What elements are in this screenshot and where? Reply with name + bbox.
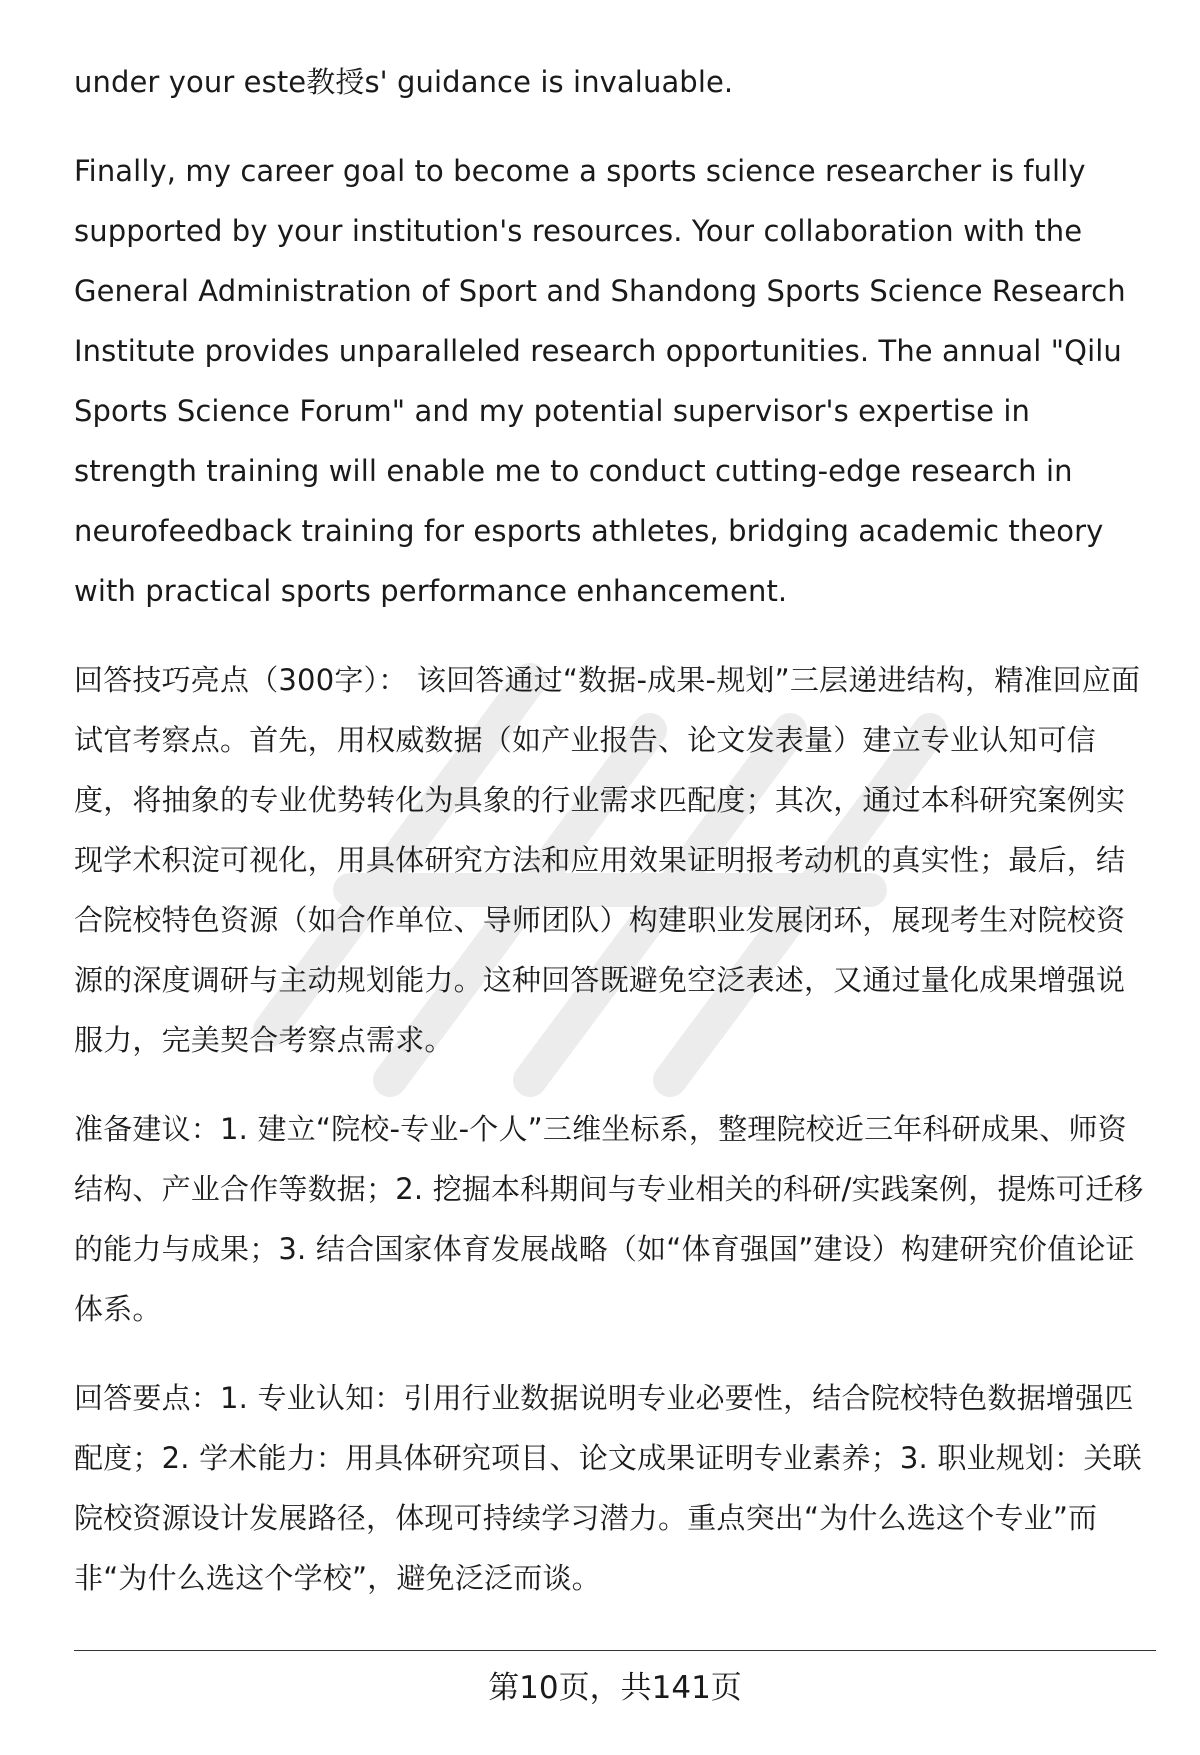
paragraph-2: Finally, my career goal to become a sports science researcher is fully supported by your institution's resources. Your collaboration with the General Administration of Sport and Shandong Sports Science Research Institute provides unparalleled research opportunities. The annual "Qilu Sports Science Forum" and my potential supervisor's expertise in strength training will enable me to conduct cutting-edge research in neurofeedback training for esports athletes, bridging academic theory with practical sports performance enhancement. <box>74 154 1126 608</box>
page-number: 第10页，共141页 <box>488 1670 742 1706</box>
paragraph-preparation-advice: 准备建议：1. 建立“院校-专业-个人”三维坐标系，整理院校近三年科研成果、师资结构、产业合作等数据；2. 挖掘本科期间与专业相关的科研/实践案例，提炼可迁移的能力与成果；3. 结合国家体育发展战略（如“体育强国”建设）构建研究价值论证体系。 <box>74 1112 1144 1326</box>
paragraph-answer-key-points: 回答要点：1. 专业认知：引用行业数据说明专业必要性，结合院校特色数据增强匹配度；2. 学术能力：用具体研究项目、论文成果证明专业素养；3. 职业规划：关联院校资源设计发展路径，体现可持续学习潜力。重点突出“为什么选这个专业”而非“为什么选这个学校”，避免泛泛而谈。 <box>74 1381 1142 1595</box>
paragraph-1: under your este教授s' guidance is invaluable. <box>74 65 734 99</box>
paragraph-answer-highlights: 回答技巧亮点（300字）： 该回答通过“数据-成果-规划”三层递进结构，精准回应面试官考察点。首先，用权威数据（如产业报告、论文发表量）建立专业认知可信度，将抽象的专业优势转化为具象的行业需求匹配度；其次，通过本科研究案例实现学术积淀可视化，用具体研究方法和应用效果证明报考动机的真实性；最后，结合院校特色资源（如合作单位、导师团队）构建职业发展闭环，展现考生对院校资源的深度调研与主动规划能力。这种回答既避免空泛表述，又通过量化成果增强说服力，完美契合考察点需求。 <box>74 663 1141 1057</box>
document-body <box>74 52 1154 1637</box>
footer-divider <box>74 1650 1156 1651</box>
